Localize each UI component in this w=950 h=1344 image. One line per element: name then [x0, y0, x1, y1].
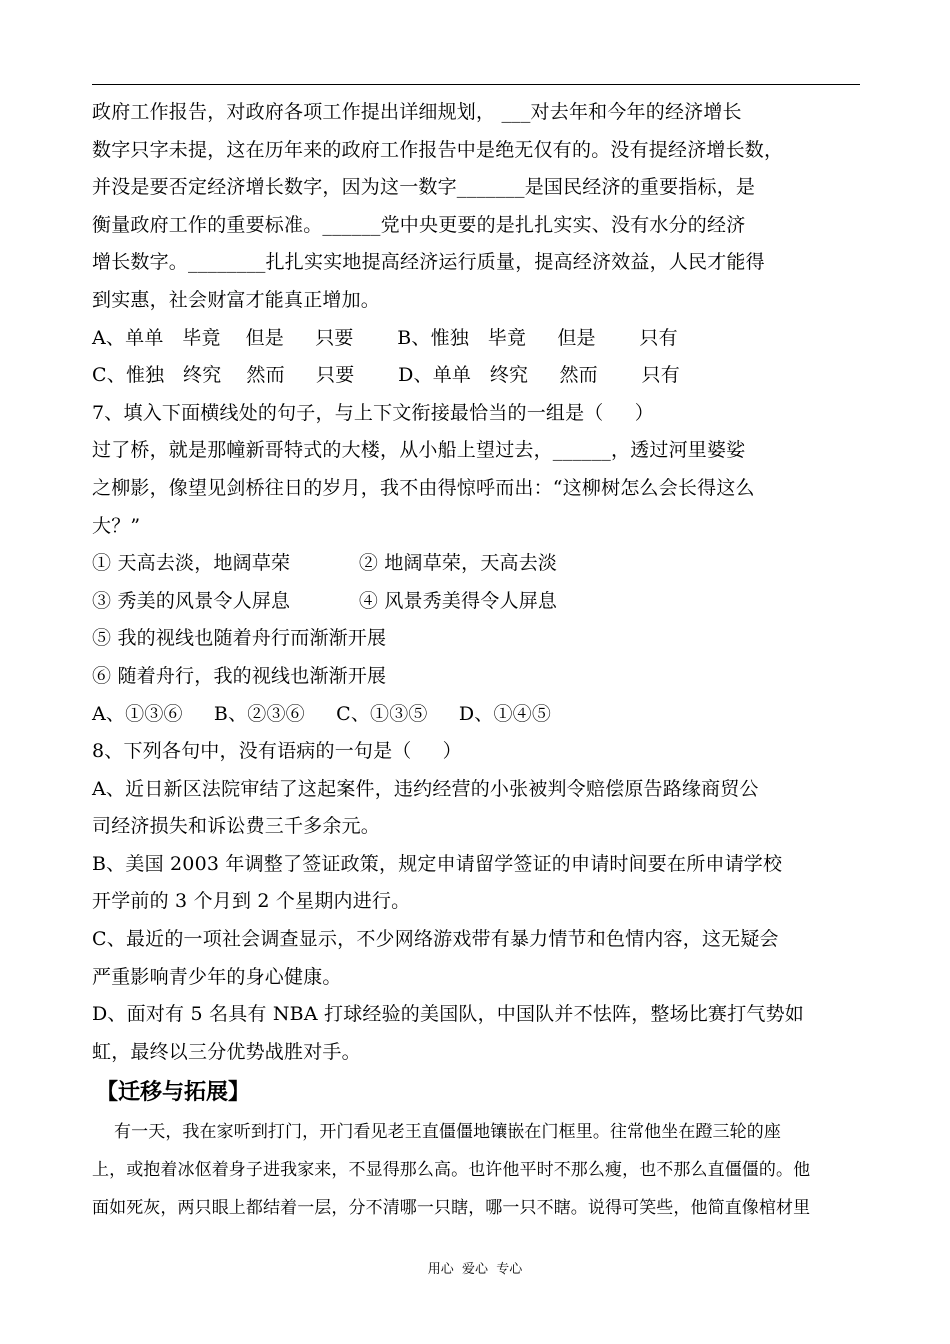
text-line: 大？”	[92, 514, 141, 537]
text-line: B、美国 2003 年调整了签证政策，规定申请留学签证的申请时间要在所申请学校	[92, 852, 783, 875]
passage-line: 上，或抱着冰伛着身子进我家来，不显得那么高。也许他平时不那么瘦，也不那么直僵僵的。他	[92, 1160, 811, 1181]
text-line: 严重影响青少年的身心健康。	[92, 965, 342, 988]
passage-line: 面如死灰，两只眼上都结着一层，分不清哪一只瞎，哪一只不瞎。说得可笑些，他简直像棺材里	[92, 1198, 811, 1219]
section-heading: 【迁移与拓展】	[96, 1080, 251, 1106]
text-line: 之柳影，像望见剑桥往日的岁月，我不由得惊呼而出：“这柳树怎么会长得这么	[92, 476, 755, 499]
options-line: A、单单 毕竟 但是 只要 B、惟独 毕竟 但是 只有	[92, 326, 678, 349]
page-content	[92, 94, 872, 1227]
text-line: 增长数字。________扎扎实实地提高经济运行质量，提高经济效益，人民才能得	[92, 251, 765, 274]
text-line: 政府工作报告，对政府各项工作提出详细规划， ___对去年和今年的经济增长	[92, 101, 742, 123]
header-rule	[92, 84, 860, 85]
sentence-option: ⑤ 我的视线也随着舟行而渐渐开展	[92, 627, 387, 650]
text-line: 数字只字未提，这在历年来的政府工作报告中是绝无仅有的。没有提经济增长数，	[92, 138, 784, 161]
options-line: A、①③⑥ B、②③⑥ C、①③⑤ D、①④⑤	[92, 702, 552, 725]
text-line: 司经济损失和诉讼费三千多余元。	[92, 815, 381, 838]
text-line: 并没是要否定经济增长数字，因为这一数字_______是国民经济的重要指标，是	[92, 176, 756, 199]
options-line: C、惟独 终究 然而 只要 D、单单 终究 然而 只有	[92, 364, 680, 387]
text-line: C、最近的一项社会调查显示，不少网络游戏带有暴力情节和色情内容，这无疑会	[92, 928, 779, 951]
page-footer: 用心 爱心 专心	[427, 1262, 523, 1277]
text-line: 过了桥，就是那幢新哥特式的大楼，从小船上望过去，______，透过河里婆娑	[92, 439, 746, 462]
sentence-option: ⑥ 随着舟行，我的视线也渐渐开展	[92, 664, 387, 687]
sentence-option: ③ 秀美的风景令人屏息 ④ 风景秀美得令人屏息	[92, 589, 558, 612]
text-line: D、面对有 5 名具有 NBA 打球经验的美国队，中国队并不怯阵，整场比赛打气势如	[92, 1003, 804, 1026]
text-line: 开学前的 3 个月到 2 个星期内进行。	[92, 890, 411, 913]
text-line: A、近日新区法院审结了这起案件，违约经营的小张被判令赔偿原告路缘商贸公	[92, 777, 759, 800]
passage-line: 有一天，我在家听到打门，开门看见老王直僵僵地镶嵌在门框里。往常他坐在蹬三轮的座	[92, 1122, 781, 1143]
question-7: 7、填入下面横线处的句子，与上下文衔接最恰当的一组是（ ）	[92, 401, 654, 424]
text-line: 虹，最终以三分优势战胜对手。	[92, 1040, 361, 1063]
sentence-option: ① 天高去淡，地阔草荣 ② 地阔草荣，天高去淡	[92, 552, 558, 575]
text-line: 到实惠，社会财富才能真正增加。	[92, 288, 381, 311]
question-8: 8、下列各句中，没有语病的一句是（ ）	[92, 740, 462, 763]
text-line: 衡量政府工作的重要标准。______党中央更要的是扎扎实实、没有水分的经济	[92, 213, 746, 236]
